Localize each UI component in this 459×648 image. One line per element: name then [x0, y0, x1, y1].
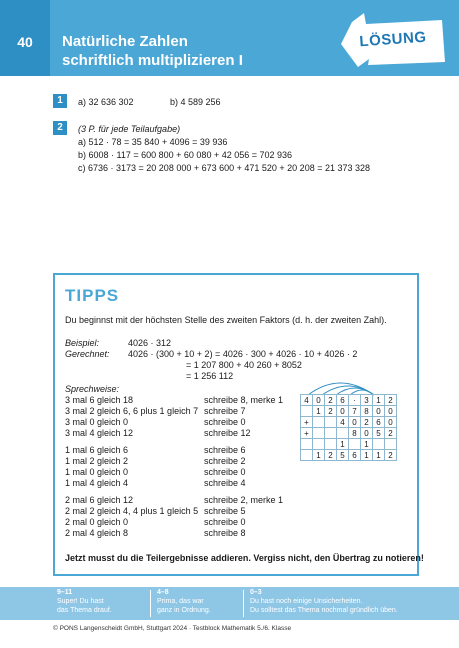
- score-text: ganz in Ordnung.: [157, 607, 211, 614]
- grid-cell: 4: [301, 395, 313, 406]
- calculation-grid: [300, 394, 397, 461]
- grid-cell: 0: [373, 406, 385, 417]
- grid-cell: 0: [385, 406, 397, 417]
- speech-write: schreibe 12: [204, 428, 251, 438]
- grid-cell: 0: [313, 395, 325, 406]
- grid-cell: [301, 450, 313, 461]
- grid-cell: 8: [361, 406, 373, 417]
- task-2-points-note: (3 P. für jede Teilaufgabe): [78, 124, 181, 134]
- grid-cell: 2: [325, 406, 337, 417]
- task-2-number: 2: [53, 121, 67, 135]
- title-line-1: Natürliche Zahlen: [62, 33, 188, 50]
- speech-write: schreibe 0: [204, 467, 246, 477]
- grid-cell: 1: [337, 439, 349, 450]
- grid-cell: 4: [337, 417, 349, 428]
- grid-cell: 6: [337, 395, 349, 406]
- speech-say: 3 mal 0 gleich 0: [65, 417, 129, 427]
- speech-say: 2 mal 2 gleich 4, 4 plus 1 gleich 5: [65, 506, 199, 516]
- grid-cell: +: [301, 428, 313, 439]
- task-1-number: 1: [53, 94, 67, 108]
- speech-say: 1 mal 4 gleich 4: [65, 478, 129, 488]
- grid-cell: 5: [373, 428, 385, 439]
- example-label: Beispiel:: [65, 338, 100, 348]
- grid-cell: 1: [361, 439, 373, 450]
- score-text: Super! Du hast: [57, 598, 104, 605]
- speech-say: 3 mal 6 gleich 18: [65, 395, 134, 405]
- task-1-answer-a: a) 32 636 302: [78, 97, 134, 107]
- page-number: 40: [17, 34, 33, 50]
- speech-say: 1 mal 6 gleich 6: [65, 445, 129, 455]
- score-text: Du solltest das Thema nochmal gründlich üben.: [250, 607, 398, 614]
- score-range-high: [57, 588, 112, 619]
- grid-cell: [325, 439, 337, 450]
- grid-cell: [349, 439, 361, 450]
- grid-cell: [313, 428, 325, 439]
- grid-cell: 1: [313, 406, 325, 417]
- speech-write: schreibe 6: [204, 445, 246, 455]
- task-2-answer-c: c) 6736 · 3173 = 20 208 000 + 673 600 + 471 520 + 20 208 = 21 373 328: [78, 163, 371, 173]
- grid-cell: [325, 417, 337, 428]
- calculated-line-2: = 1 207 800 + 40 260 + 8052: [186, 360, 302, 370]
- grid-cell: 0: [361, 428, 373, 439]
- score-text: das Thema drauf.: [57, 607, 112, 614]
- speech-say: 2 mal 4 gleich 8: [65, 528, 129, 538]
- score-text: Du hast noch einige Unsicherheiten.: [250, 598, 363, 605]
- speech-say: 3 mal 2 gleich 6, 6 plus 1 gleich 7: [65, 406, 199, 416]
- task-1-answer-b: b) 4 589 256: [170, 97, 221, 107]
- grid-cell: 8: [349, 428, 361, 439]
- score-divider: [150, 590, 151, 617]
- grid-cell: 1: [361, 450, 373, 461]
- grid-cell: 6: [349, 450, 361, 461]
- grid-cell: 0: [385, 417, 397, 428]
- grid-cell: [385, 439, 397, 450]
- speech-say: 3 mal 4 gleich 12: [65, 428, 134, 438]
- grid-cell: [301, 406, 313, 417]
- speech-write: schreibe 5: [204, 506, 246, 516]
- grid-cell: ·: [349, 395, 361, 406]
- score-range-low: [250, 588, 398, 619]
- calculated-line-1: 4026 · (300 + 10 + 2) = 4026 · 300 + 4026 · 10 + 4026 · 2: [128, 349, 358, 359]
- grid-cell: 7: [349, 406, 361, 417]
- grid-cell: 2: [361, 417, 373, 428]
- tips-title: TIPPS: [65, 286, 120, 305]
- page-title: [62, 32, 243, 70]
- tips-intro: Du beginnst mit der höchsten Stelle des zweiten Faktors (d. h. der zweiten Zahl).: [65, 315, 387, 325]
- title-line-2: schriftlich multiplizieren I: [62, 52, 243, 69]
- grid-cell: [325, 428, 337, 439]
- score-divider: [243, 590, 244, 617]
- grid-cell: 2: [385, 428, 397, 439]
- speech-say: 2 mal 6 gleich 12: [65, 495, 134, 505]
- speech-write: schreibe 0: [204, 417, 246, 427]
- grid-cell: 3: [361, 395, 373, 406]
- speech-say: 2 mal 0 gleich 0: [65, 517, 129, 527]
- grid-cell: 1: [313, 450, 325, 461]
- solution-badge-label: LÖSUNG: [358, 28, 428, 51]
- score-head: 9–11: [57, 589, 73, 596]
- grid-cell: 1: [373, 450, 385, 461]
- speech-write: schreibe 4: [204, 478, 246, 488]
- score-head: 0–3: [250, 589, 262, 596]
- grid-cell: [313, 439, 325, 450]
- score-head: 4–8: [157, 589, 169, 596]
- grid-cell: 0: [349, 417, 361, 428]
- score-range-mid: [157, 588, 211, 619]
- speech-write: schreibe 8, merke 1: [204, 395, 284, 405]
- calculated-label: Gerechnet:: [65, 349, 110, 359]
- speech-write: schreibe 8: [204, 528, 246, 538]
- grid-cell: 2: [385, 395, 397, 406]
- grid-cell: [337, 428, 349, 439]
- task-2-answer-a: a) 512 · 78 = 35 840 + 4096 = 39 936: [78, 137, 228, 147]
- tips-closing: Jetzt musst du die Teilergebnisse addieren. Vergiss nicht, den Übertrag zu notieren!: [65, 553, 424, 563]
- grid-cell: 0: [337, 406, 349, 417]
- speech-write: schreibe 7: [204, 406, 246, 416]
- grid-cell: 1: [373, 395, 385, 406]
- grid-cell: 2: [325, 450, 337, 461]
- grid-cell: 2: [325, 395, 337, 406]
- grid-cell: 2: [385, 450, 397, 461]
- speech-say: 1 mal 0 gleich 0: [65, 467, 129, 477]
- grid-cell: [373, 439, 385, 450]
- example-value: 4026 · 312: [128, 338, 172, 348]
- speech-label: Sprechweise:: [65, 384, 120, 394]
- grid-cell: [313, 417, 325, 428]
- grid-cell: [301, 439, 313, 450]
- score-text: Prima, das war: [157, 598, 204, 605]
- grid-cell: 5: [337, 450, 349, 461]
- speech-say: 1 mal 2 gleich 2: [65, 456, 129, 466]
- grid-cell: 6: [373, 417, 385, 428]
- calculated-line-3: = 1 256 112: [186, 371, 234, 381]
- copyright-notice: © PONS Langenscheidt GmbH, Stuttgart 2024 · Testblock Mathematik 5./6. Klasse: [53, 625, 292, 632]
- speech-write: schreibe 2, merke 1: [204, 495, 284, 505]
- grid-cell: +: [301, 417, 313, 428]
- task-2-answer-b: b) 6008 · 117 = 600 800 + 60 080 + 42 056 = 702 936: [78, 150, 293, 160]
- speech-write: schreibe 0: [204, 517, 246, 527]
- speech-write: schreibe 2: [204, 456, 246, 466]
